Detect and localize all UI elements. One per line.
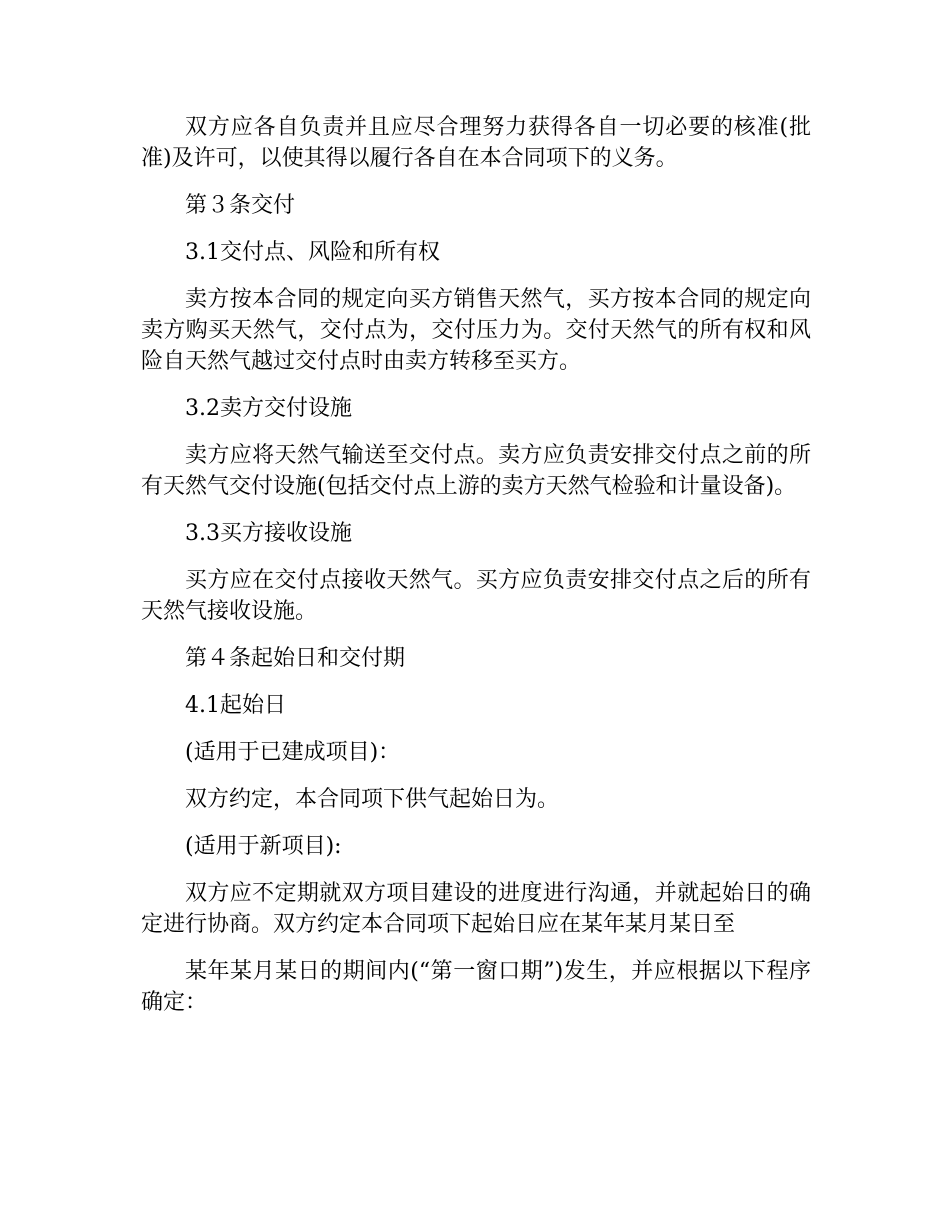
paragraph-existing-project: (适用于已建成项目)： (185, 740, 401, 765)
paragraph-consultation: 双方应不定期就双方项目建设的进度进行沟通，并就起始日的确定进行协商。双方约定本合同项下起始日应在某年某月某日至 (141, 881, 811, 937)
paragraph-seller-facilities: 卖方应将天然气输送至交付点。卖方应负责安排交付点之前的所有天然气交付设施(包括交付点上游的卖方天然气检验和计量设备)。 (141, 443, 811, 499)
article-4-heading: 第４条起始日和交付期 (185, 646, 406, 671)
section-3-2-heading: 3.2卖方交付设施 (185, 396, 352, 421)
section-4-1-heading: 4.1起始日 (185, 693, 286, 718)
document-page (141, 112, 811, 1034)
paragraph-approvals: 双方应各自负责并且应尽合理努力获得各自一切必要的核准(批准)及许可，以使其得以履行各自在本合同项下的义务。 (141, 115, 811, 171)
paragraph-delivery-point: 卖方按本合同的规定向买方销售天然气，买方按本合同的规定向卖方购买天然气，交付点为，交付压力为。交付天然气的所有权和风险自天然气越过交付点时由卖方转移至买方。 (141, 287, 811, 374)
paragraph-first-window: 某年某月某日的期间内(“第一窗口期”)发生，并应根据以下程序确定： (141, 959, 811, 1015)
paragraph-new-project: (适用于新项目): (185, 834, 342, 859)
paragraph-buyer-facilities: 买方应在交付点接收天然气。买方应负责安排交付点之后的所有天然气接收设施。 (141, 568, 811, 624)
article-3-heading: 第３条交付 (185, 193, 296, 218)
paragraph-start-date-agreed: 双方约定，本合同项下供气起始日为。 (185, 787, 560, 812)
section-3-3-heading: 3.3买方接收设施 (185, 521, 352, 546)
section-3-1-heading: 3.1交付点、风险和所有权 (185, 240, 440, 265)
